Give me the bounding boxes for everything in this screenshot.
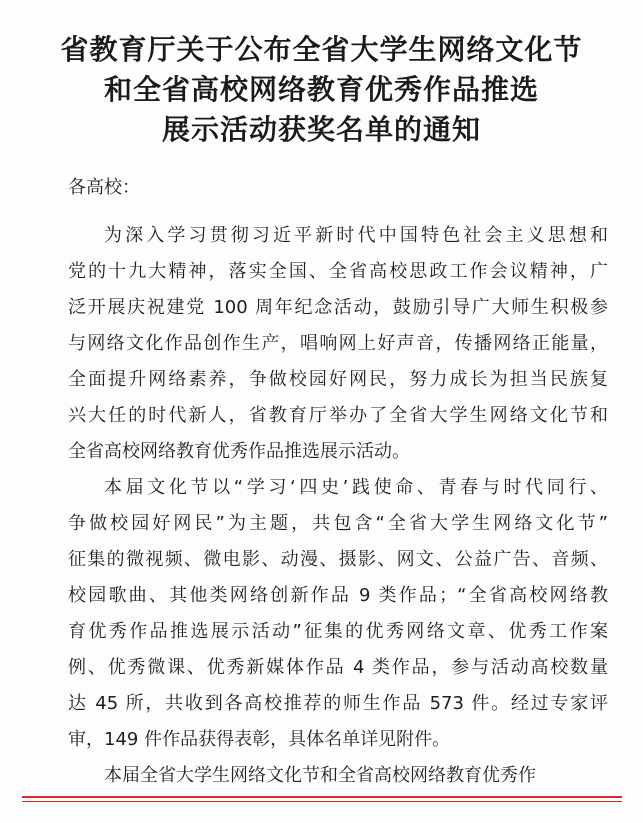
paragraph-1-line: 党的十九大精神，落实全国、全省高校思政工作会议精神，广 — [68, 261, 608, 282]
paragraph-1-line: 与网络文化作品创作生产，唱响网上好声音，传播网络正能量， — [68, 333, 608, 354]
red-rule-thick — [22, 796, 622, 798]
paragraph-2-line: 育优秀作品推选展示活动”征集的优秀网络文章、优秀工作案 — [68, 621, 608, 642]
paragraph-2-line: 审，149 件作品获得表彰，具体名单详见附件。 — [68, 729, 451, 750]
title-line-1: 省教育厅关于公布全省大学生网络文化节 — [60, 33, 583, 66]
paragraph-1-line: 全省高校网络教育优秀作品推选展示活动。 — [68, 441, 410, 462]
paragraph-2-line: 本届文化节以“学习‘四史’践使命、青春与时代同行、 — [104, 477, 608, 498]
document-body — [68, 170, 608, 794]
paragraph-1-line: 泛开展庆祝建党 100 周年纪念活动，鼓励引导广大师生积极参 — [68, 297, 608, 318]
paragraph-2-line: 达 45 所，共收到各高校推荐的师生作品 573 件。经过专家评 — [68, 693, 608, 714]
paragraph-1-line: 兴大任的时代新人，省教育厅举办了全省大学生网络文化节和 — [68, 405, 608, 426]
title-line-3: 展示活动获奖名单的通知 — [161, 113, 481, 146]
title-line-2: 和全省高校网络教育优秀作品推选 — [103, 73, 539, 106]
document-title — [0, 30, 643, 150]
paragraph-1-line: 为深入学习贯彻习近平新时代中国特色社会主义思想和 — [104, 225, 608, 246]
paragraph-2-line: 征集的微视频、微电影、动漫、摄影、网文、公益广告、音频、 — [68, 549, 608, 570]
red-rule-thin — [22, 801, 622, 802]
paragraph-1-line: 全面提升网络素养，争做校园好网民，努力成长为担当民族复 — [68, 369, 608, 390]
paragraph-2-line: 校园歌曲、其他类网络创新作品 9 类作品；“全省高校网络教 — [68, 585, 608, 606]
paragraph-2-line: 例、优秀微课、优秀新媒体作品 4 类作品，参与活动高校数量 — [68, 657, 608, 678]
paragraph-2-line: 争做校园好网民”为主题，共包含“全省大学生网络文化节” — [68, 513, 608, 534]
paragraph-3-line: 本届全省大学生网络文化节和全省高校网络教育优秀作 — [104, 765, 536, 786]
salutation: 各高校： — [68, 177, 140, 198]
